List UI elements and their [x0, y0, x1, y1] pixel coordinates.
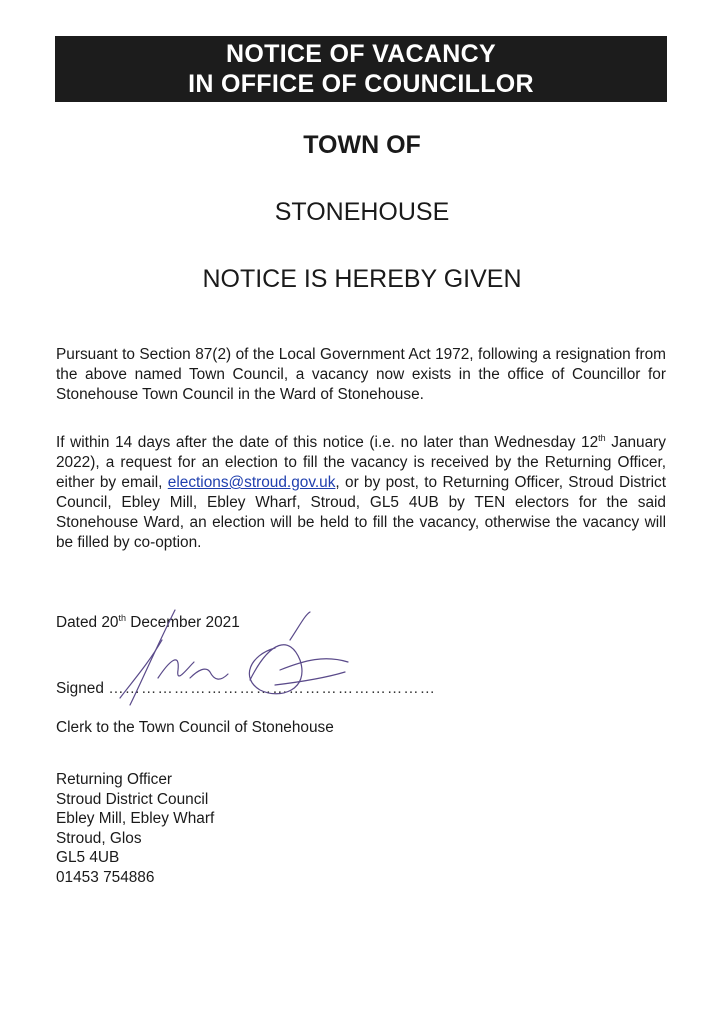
heading-notice-given: NOTICE IS HEREBY GIVEN — [202, 265, 522, 293]
phone-number: 01453 754886 — [56, 868, 155, 886]
paragraph-election-request — [56, 433, 666, 553]
address-line-2: Stroud District Council — [56, 790, 209, 808]
handwritten-signature — [100, 600, 360, 710]
heading-place: STONEHOUSE — [274, 198, 450, 226]
address-line-4: Stroud, Glos — [56, 829, 142, 847]
banner-line-1: NOTICE OF VACANCY — [226, 40, 496, 68]
paragraph-vacancy: Pursuant to Section 87(2) of the Local Government Act 1972, following a resignation from the above named Town Council, a vacancy now exists in the office of Councillor for Stonehouse Town Council in the Ward of Stonehouse. — [56, 346, 666, 403]
banner-line-2: IN OFFICE OF COUNCILLOR — [188, 70, 534, 98]
address-line-3: Ebley Mill, Ebley Wharf — [56, 810, 215, 827]
notice-banner — [55, 36, 667, 102]
clerk-line: Clerk to the Town Council of Stonehouse — [56, 719, 334, 736]
email-link[interactable]: elections@stroud.gov.uk — [167, 474, 336, 491]
paragraph2-ordinal: th — [598, 432, 606, 443]
signature-dots: …………………………………………………… — [108, 680, 437, 697]
heading-town-of: TOWN OF — [303, 131, 421, 159]
signed-label: Signed — [56, 680, 104, 697]
paragraph2-text-2: January 2022), a request for an election to fill the vacancy is received by the Returning Officer, either by email, — [56, 434, 666, 491]
paragraph2-text-3: , or by post, to Returning Officer, Stroud District Council, Ebley Mill, Ebley Wharf, Stroud, GL5 4UB by TEN electors for the said Stonehouse Ward, an election will be held to fill the vacancy, otherwise the vacancy will be filled by co-option. — [56, 474, 666, 551]
dated-prefix: Dated 20 — [56, 614, 119, 631]
dated-ordinal: th — [118, 612, 126, 623]
dated-suffix: December 2021 — [125, 614, 240, 631]
address-line-1: Returning Officer — [56, 771, 173, 788]
returning-officer-address — [56, 770, 214, 887]
paragraph2-text-1: If within 14 days after the date of this notice (i.e. no later than Wednesday 12 — [56, 434, 599, 451]
address-line-5: GL5 4UB — [56, 849, 120, 866]
